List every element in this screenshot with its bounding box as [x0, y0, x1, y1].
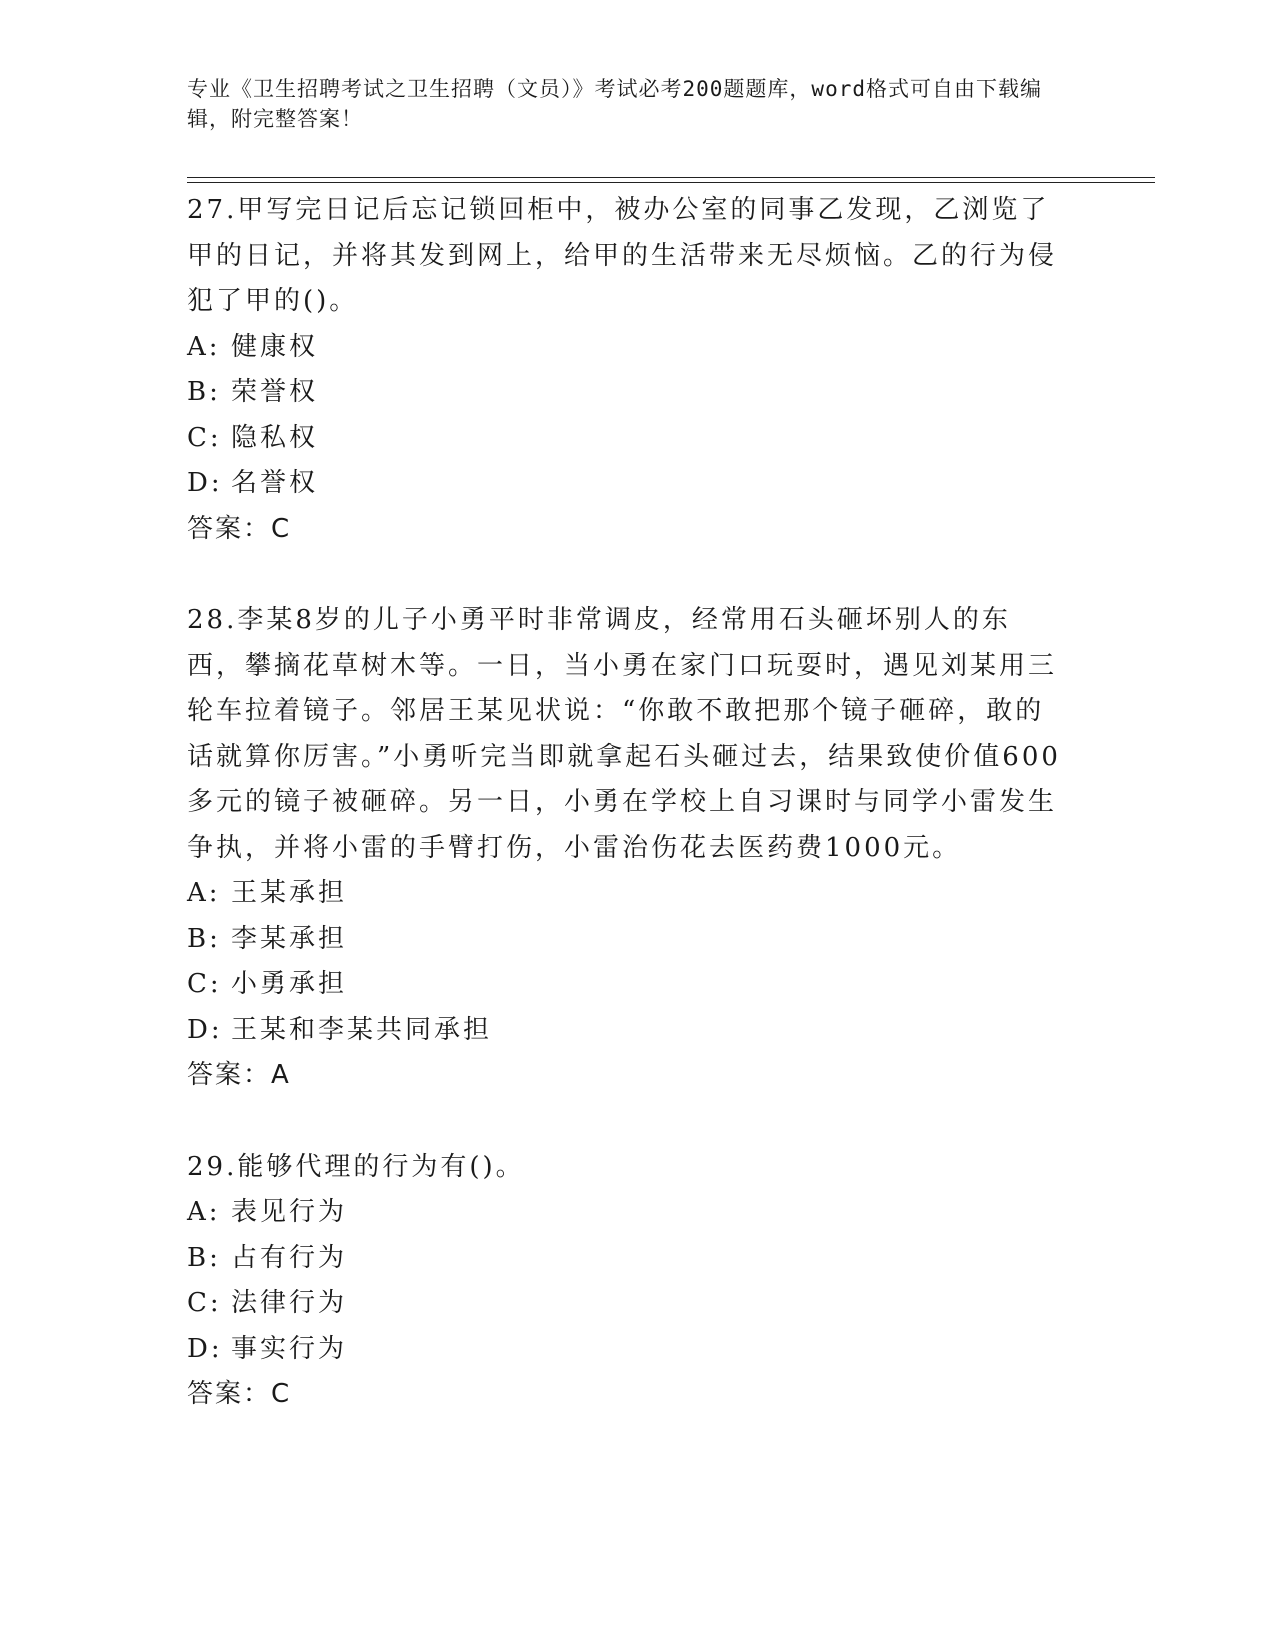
option-text: 表见行为: [231, 1197, 348, 1227]
question-stem: 27.甲写完日记后忘记锁回柜中，被办公室的同事乙发现，乙浏览了甲的日记，并将其发到网上，给甲的生活带来无尽烦恼。乙的行为侵犯了甲的()。: [187, 195, 1058, 316]
option-d: [187, 1327, 1067, 1373]
option-key: C:: [187, 1288, 222, 1318]
option-d: [187, 461, 1067, 507]
option-c: [187, 1281, 1067, 1327]
option-b: [187, 917, 1067, 963]
option-key: C:: [187, 969, 222, 999]
option-b: [187, 370, 1067, 416]
question-spacer: [187, 1099, 1067, 1145]
option-key: A:: [187, 878, 221, 908]
option-a: [187, 871, 1067, 917]
question-stem: 29.能够代理的行为有()。: [187, 1151, 525, 1182]
option-key: D:: [187, 1333, 223, 1364]
option-key: B:: [187, 923, 221, 954]
option-key: B:: [187, 377, 221, 407]
header-rule-bottom: [187, 182, 1155, 183]
option-text: 小勇承担: [231, 969, 348, 999]
question-29: [187, 1145, 1067, 1418]
answer-line: 答案：C: [187, 513, 292, 544]
option-text: 李某承担: [231, 923, 348, 954]
option-key: B:: [187, 1242, 221, 1273]
option-text: 健康权: [231, 331, 319, 362]
option-key: D:: [187, 1014, 223, 1045]
question-stem: 28.李某8岁的儿子小勇平时非常调皮，经常用石头砸坏别人的东西，攀摘花草树木等。一日，当小勇在家门口玩耍时，遇见刘某用三轮车拉着镜子。邻居王某见状说：“你敢不敢把那个镜子砸碎，敢的话就算你厉害。”小勇听完当即就拿起石头砸过去，结果致使价值600多元的镜子被砸碎。另一日，小勇在学校上自习课时与同学小雷发生争执，并将小雷的手臂打伤，小雷治伤花去医药费1000元。: [187, 605, 1061, 863]
option-key: A:: [187, 1197, 221, 1227]
document-header: 专业《卫生招聘考试之卫生招聘（文员）》考试必考200题题库，word格式可自由下载编辑，附完整答案！: [187, 77, 1042, 131]
option-text: 名誉权: [231, 468, 319, 498]
option-text: 法律行为: [231, 1288, 348, 1318]
option-text: 王某承担: [231, 878, 348, 908]
option-text: 荣誉权: [231, 377, 319, 407]
option-b: [187, 1236, 1067, 1282]
option-a: [187, 325, 1067, 371]
option-key: C:: [187, 422, 222, 453]
option-key: D:: [187, 468, 223, 498]
option-key: A:: [187, 331, 221, 362]
answer-line: 答案：C: [187, 1379, 292, 1409]
option-text: 隐私权: [231, 422, 319, 453]
option-a: [187, 1190, 1067, 1236]
option-c: [187, 416, 1067, 462]
option-d: [187, 1008, 1067, 1054]
question-spacer: [187, 552, 1067, 598]
header-rule-top: [187, 177, 1155, 178]
option-text: 事实行为: [231, 1333, 348, 1364]
answer-line: 答案：A: [187, 1060, 291, 1090]
option-text: 王某和李某共同承担: [231, 1014, 493, 1045]
question-28: [187, 598, 1067, 1099]
question-27: [187, 188, 1067, 552]
option-c: [187, 962, 1067, 1008]
option-text: 占有行为: [231, 1242, 348, 1273]
question-list: [187, 188, 1067, 1418]
